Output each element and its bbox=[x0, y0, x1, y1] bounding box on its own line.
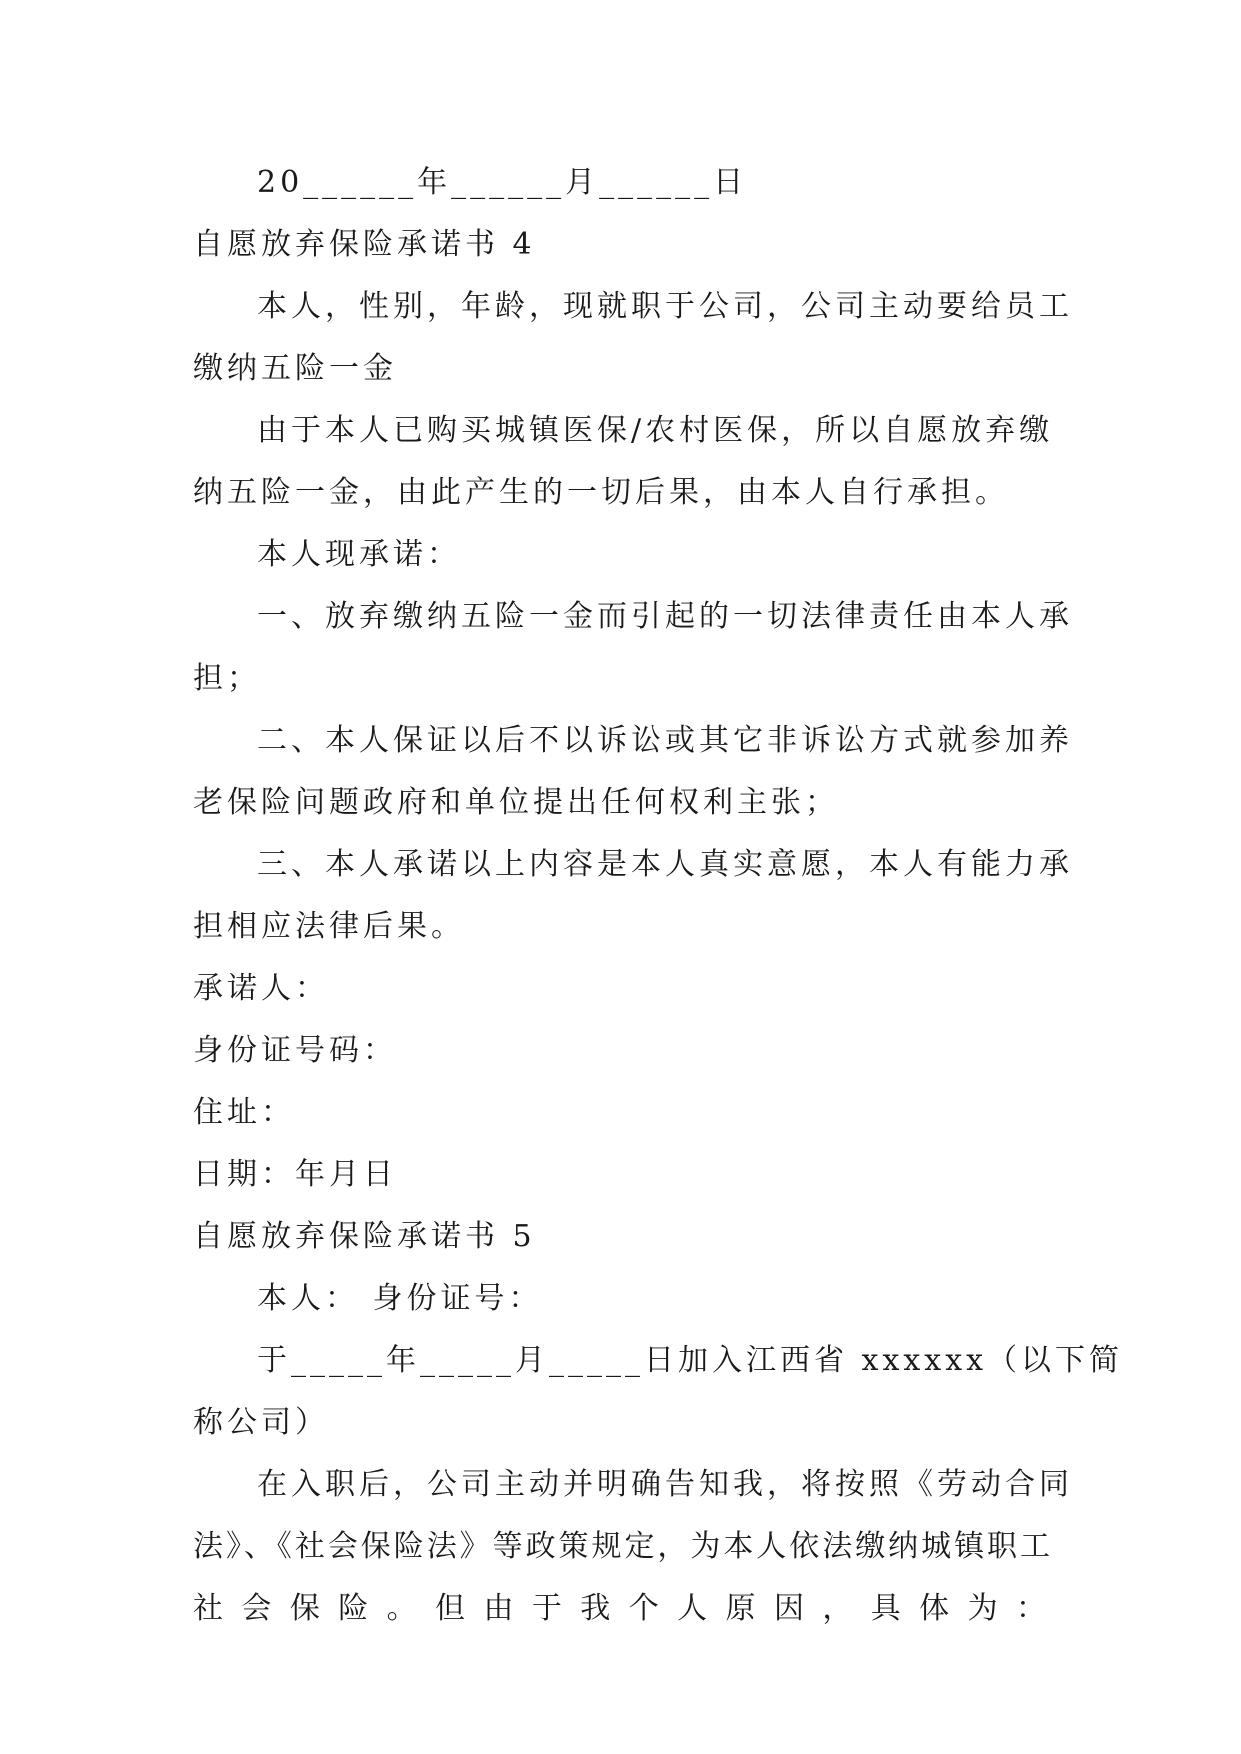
section-title-5: 自愿放弃保险承诺书 5 bbox=[193, 1219, 536, 1254]
paragraph-line: 由于本人已购买城镇医保/农村医保，所以自愿放弃缴 bbox=[257, 413, 1054, 448]
address-field: 住址： bbox=[193, 1095, 295, 1130]
section-title-4: 自愿放弃保险承诺书 4 bbox=[193, 227, 536, 262]
paragraph-line: 法》、《社会保险法》等政策规定，为本人依法缴纳城镇职工 bbox=[193, 1529, 1050, 1564]
id-number-field: 身份证号码： bbox=[193, 1033, 397, 1068]
paragraph-line: 一、放弃缴纳五险一金而引起的一切法律责任由本人承 bbox=[257, 599, 1073, 634]
paragraph-line: 本人现承诺： bbox=[257, 537, 461, 572]
paragraph-line: 本人： 身份证号： bbox=[257, 1281, 543, 1316]
paragraph-line: 在入职后，公司主动并明确告知我，将按照《劳动合同 bbox=[257, 1467, 1073, 1502]
date-field: 日期：年月日 bbox=[193, 1157, 397, 1192]
paragraph-line: 称公司） bbox=[193, 1405, 329, 1440]
paragraph-line: 纳五险一金，由此产生的一切后果，由本人自行承担。 bbox=[193, 475, 1009, 510]
paragraph-line: 二、本人保证以后不以诉讼或其它非诉讼方式就参加养 bbox=[257, 723, 1073, 758]
paragraph-line: 老保险问题政府和单位提出任何权利主张； bbox=[193, 785, 839, 820]
paragraph-line: 社会保险。但由于我个人原因，具体为： bbox=[193, 1591, 1050, 1626]
date-line: 20______年______月______日 bbox=[257, 165, 748, 200]
paragraph-line: 本人，性别，年龄，现就职于公司，公司主动要给员工 bbox=[257, 289, 1073, 324]
paragraph-line: 于_____年_____月_____日加入江西省 xxxxxx（以下简 bbox=[257, 1343, 1124, 1378]
paragraph-line: 担； bbox=[193, 661, 261, 696]
paragraph-line: 担相应法律后果。 bbox=[193, 909, 465, 944]
signer-field: 承诺人： bbox=[193, 971, 329, 1006]
paragraph-line: 缴纳五险一金 bbox=[193, 351, 397, 386]
paragraph-line: 三、本人承诺以上内容是本人真实意愿，本人有能力承 bbox=[257, 847, 1073, 882]
